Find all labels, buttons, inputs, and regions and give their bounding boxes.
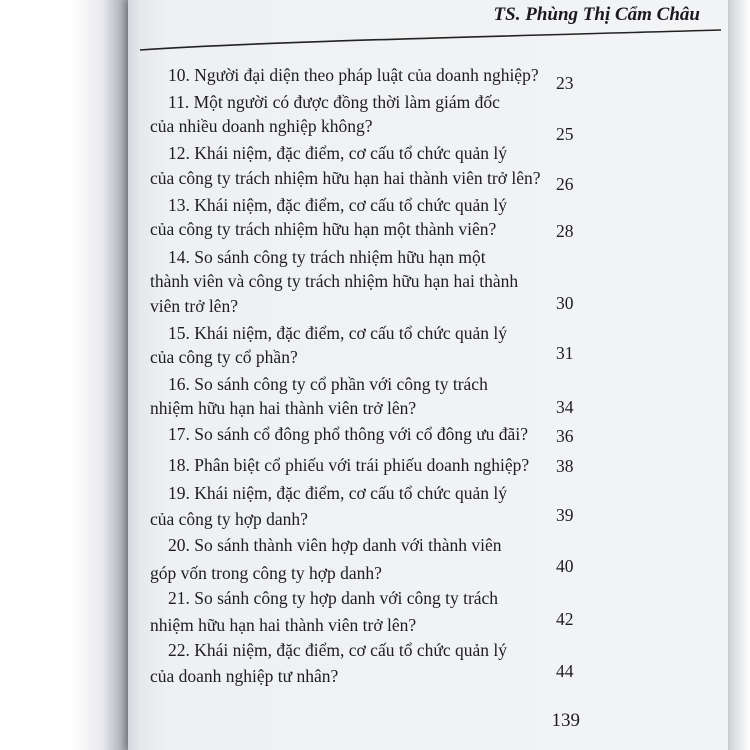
toc-entry-text-line: của công ty trách nhiệm hữu hạn một thành viên? bbox=[150, 219, 497, 239]
toc-entry-text-line: viên trở lên? bbox=[150, 296, 238, 316]
toc-entry-text-line: 19. Khái niệm, đặc điểm, cơ cấu tổ chức quản lý bbox=[168, 483, 507, 503]
toc-entry-text-line: 16. So sánh công ty cổ phần với công ty trách bbox=[168, 374, 488, 394]
background-surface bbox=[0, 0, 128, 750]
toc-entry-page: 40 bbox=[556, 556, 574, 576]
toc-entry-page: 23 bbox=[556, 73, 574, 93]
toc-entry-text-line: 10. Người đại diện theo pháp luật của doanh nghiệp? bbox=[168, 65, 539, 85]
toc-entry-text-line: của doanh nghiệp tư nhân? bbox=[150, 666, 339, 686]
table-of-contents bbox=[128, 0, 728, 750]
toc-entry-text-line: 14. So sánh công ty trách nhiệm hữu hạn một bbox=[168, 247, 486, 267]
toc-entry-text-line: 22. Khái niệm, đặc điểm, cơ cấu tổ chức quản lý bbox=[168, 640, 507, 660]
toc-entry-page: 44 bbox=[556, 661, 574, 681]
toc-entry-page: 28 bbox=[556, 221, 574, 241]
book-page bbox=[128, 0, 728, 750]
toc-entry-text-line: 18. Phân biệt cổ phiếu với trái phiếu doanh nghiệp? bbox=[168, 455, 530, 475]
toc-entry-text-line: 15. Khái niệm, đặc điểm, cơ cấu tổ chức quản lý bbox=[168, 323, 507, 343]
toc-entry-text-line: thành viên và công ty trách nhiệm hữu hạn hai thành bbox=[150, 271, 519, 291]
toc-entry-text-line: của công ty hợp danh? bbox=[150, 509, 308, 529]
toc-entry-text-line: góp vốn trong công ty hợp danh? bbox=[150, 563, 382, 583]
toc-entry-text-line: nhiệm hữu hạn hai thành viên trở lên? bbox=[150, 398, 417, 418]
toc-entry-text-line: 21. So sánh công ty hợp danh với công ty trách bbox=[168, 588, 499, 608]
running-header-author: TS. Phùng Thị Cẩm Châu bbox=[493, 4, 700, 25]
toc-entry-page: 42 bbox=[556, 609, 574, 629]
toc-entry-text-line: 17. So sánh cổ đông phổ thông với cổ đông ưu đãi? bbox=[168, 424, 528, 444]
toc-entry-page: 34 bbox=[556, 397, 574, 417]
toc-entry-text-line: 20. So sánh thành viên hợp danh với thành viên bbox=[168, 535, 502, 555]
toc-entry-page: 25 bbox=[556, 124, 574, 144]
toc-entry-text-line: nhiệm hữu hạn hai thành viên trở lên? bbox=[150, 615, 417, 635]
toc-entry-text-line: của công ty trách nhiệm hữu hạn hai thành viên trở lên? bbox=[150, 168, 541, 188]
toc-entry-page: 30 bbox=[556, 293, 574, 313]
toc-entry-text-line: 11. Một người có được đồng thời làm giám đốc bbox=[168, 92, 500, 112]
toc-entry-text-line: của nhiều doanh nghiệp không? bbox=[150, 116, 373, 136]
page-number: 139 bbox=[551, 710, 580, 731]
toc-entry-page: 38 bbox=[556, 456, 574, 476]
toc-entry-text-line: của công ty cổ phần? bbox=[150, 347, 298, 367]
toc-entry-text-line: 13. Khái niệm, đặc điểm, cơ cấu tổ chức quản lý bbox=[168, 195, 507, 215]
toc-entry-text-line: 12. Khái niệm, đặc điểm, cơ cấu tổ chức quản lý bbox=[168, 143, 507, 163]
toc-entry-page: 39 bbox=[556, 505, 574, 525]
page-edge bbox=[728, 0, 750, 750]
toc-entry-page: 31 bbox=[556, 343, 574, 363]
toc-entry-page: 36 bbox=[556, 426, 574, 446]
toc-entry-page: 26 bbox=[556, 174, 574, 194]
